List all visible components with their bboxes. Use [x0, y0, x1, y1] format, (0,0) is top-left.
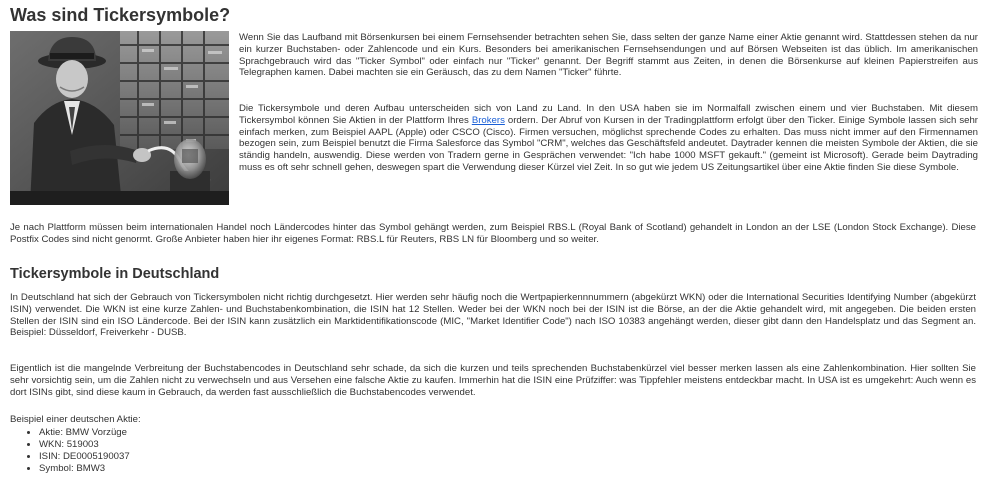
list-item: • WKN: 519003	[39, 439, 130, 451]
germany-paragraph-2: Eigentlich ist die mangelnde Verbreitung der Buchstabencodes in Deutschland sehr schade, da sich die kurzen und teils sprechenden Buchstabenkürzel viel besser merken lassen als eine Zahlenkombination. Hier sollten Sie sehr vorsichtig sein, um die Zahlen nicht zu verwechseln und aus Versehen eine falsche Aktie zu kaufen. Immerhin hat die ISIN eine Prüfziffer: was Tippfehler meistens entdeckbar macht. In USA ist es umgekehrt: Auch wenn es dort ISINs gibt, sind diese kaum in Gebrauch, da werden fast ausschließlich die Buchstabencodes verwendet.	[10, 363, 976, 398]
intro-paragraph-1: Wenn Sie das Laufband mit Börsenkursen bei einem Fernsehsender betrachten sehen Sie, dass selten der ganze Name einer Aktie genannt wird. Stattdessen stehen da nur ein kurzer Buchstaben- oder Zahlencode und ein Kurs. Besonders bei amerikanischen Fernsehsendungen und auf Börsen Webseiten ist das üblich. Im amerikanischen Sprachgebrauch wird das "Ticker Symbol" oder einfach nur "Ticker" genannt. Der Begriff stammt aus Zeiten, in denen die Börsenkurse auf kleinen Papierstreifen aus Telegraphen kamen. Dabei machten sie ein Geräusch, das zu dem Namen "Ticker" führte.	[239, 32, 978, 79]
example-intro: Beispiel einer deutschen Aktie:	[10, 414, 141, 425]
section-heading-germany: Tickersymbole in Deutschland	[10, 266, 220, 282]
ticker-man-photo	[10, 31, 229, 205]
list-item: • ISIN: DE0005190037	[39, 451, 130, 463]
page-title: Was sind Tickersymbole?	[10, 5, 231, 25]
intro-paragraph-2	[239, 103, 978, 174]
intro-paragraph-2-end: ordern. Der Abruf von Kursen in der Tradingplattform erfolgt über den Ticker. Einige Symbole lassen sich sehr einfach merken, zum Beispiel AAPL (Apple) oder CSCO (Cisco). Firmen versuchen, möglichst sprechende Codes zu erhalten. Das muss nicht immer auf den Firmennamen bezogen sein, zum Beispiel benutzt die Firma Salesforce das Symbol "CRM", welches das Geschäftsfeld andeutet. Daytrader kennen die meisten Symbole der Aktien, die sie ständig handeln, auswendig. Diese werden von Tradern gerne in Gesprächen verwendet: "Ich habe 1000 MSFT gekauft." (gemeint ist Microsoft). Gerade beim Daytrading muss es oft sehr schnell gehen, deswegen spart die Verwendung dieser Kürzel viel Zeit. In so gut wie jedem US Zeitungsartikel über eine Aktie finden Sie diese Symbole.	[239, 114, 978, 173]
brokers-link[interactable]: Brokers	[471, 114, 505, 126]
list-item: • Symbol: BMW3	[39, 463, 130, 475]
intro-paragraph-2-start: Die Tickersymbole und deren Aufbau unterscheiden sich von Land zu Land. In den USA haben sie im Normalfall zwischen einem und vier Buchstaben. Mit diesem Tickersymbol können Sie Aktien in der Plattform Ihres	[239, 103, 978, 126]
example-list	[10, 427, 130, 475]
list-item: • Aktie: BMW Vorzüge	[39, 427, 130, 439]
intro-paragraph-3: Je nach Plattform müssen beim internationalen Handel noch Ländercodes hinter das Symbol gehängt werden, zum Beispiel RBS.L (Royal Bank of Scotland) gehandelt in London an der LSE (London Stock Exchange). Diese Postfix Codes sind nicht genormt. Große Anbieter haben hier ihr eigenes Format: RBS.L für Reuters, RBS LN für Bloomberg und so weiter.	[10, 222, 976, 245]
germany-paragraph-1: In Deutschland hat sich der Gebrauch von Tickersymbolen nicht richtig durchgesetzt. Hier werden sehr häufig noch die Wertpapierkennnummern (abgekürzt WKN) oder die International Securities Identifying Number (abgekürzt ISIN) verwendet. Die WKN ist eine kurze Zahlen- und Buchstabenkombination, die ISIN hat 12 Stellen. Weder bei der WKN noch bei der ISIN ist die Börse, an der die Aktie gehandelt wird, mit angegeben. Die beiden ersten Stellen der ISIN sind ein ISO Ländercode. Bei der ISIN kann zusätzlich ein Marktidentifikationscode (MIC, "Market Identifier Code") nach ISO 10383 angehängt werden, dieser gibt dann den Handelsplatz und das Segment an. Beispiel: Düsseldorf, Freiverkehr - DUSB.	[10, 292, 976, 339]
